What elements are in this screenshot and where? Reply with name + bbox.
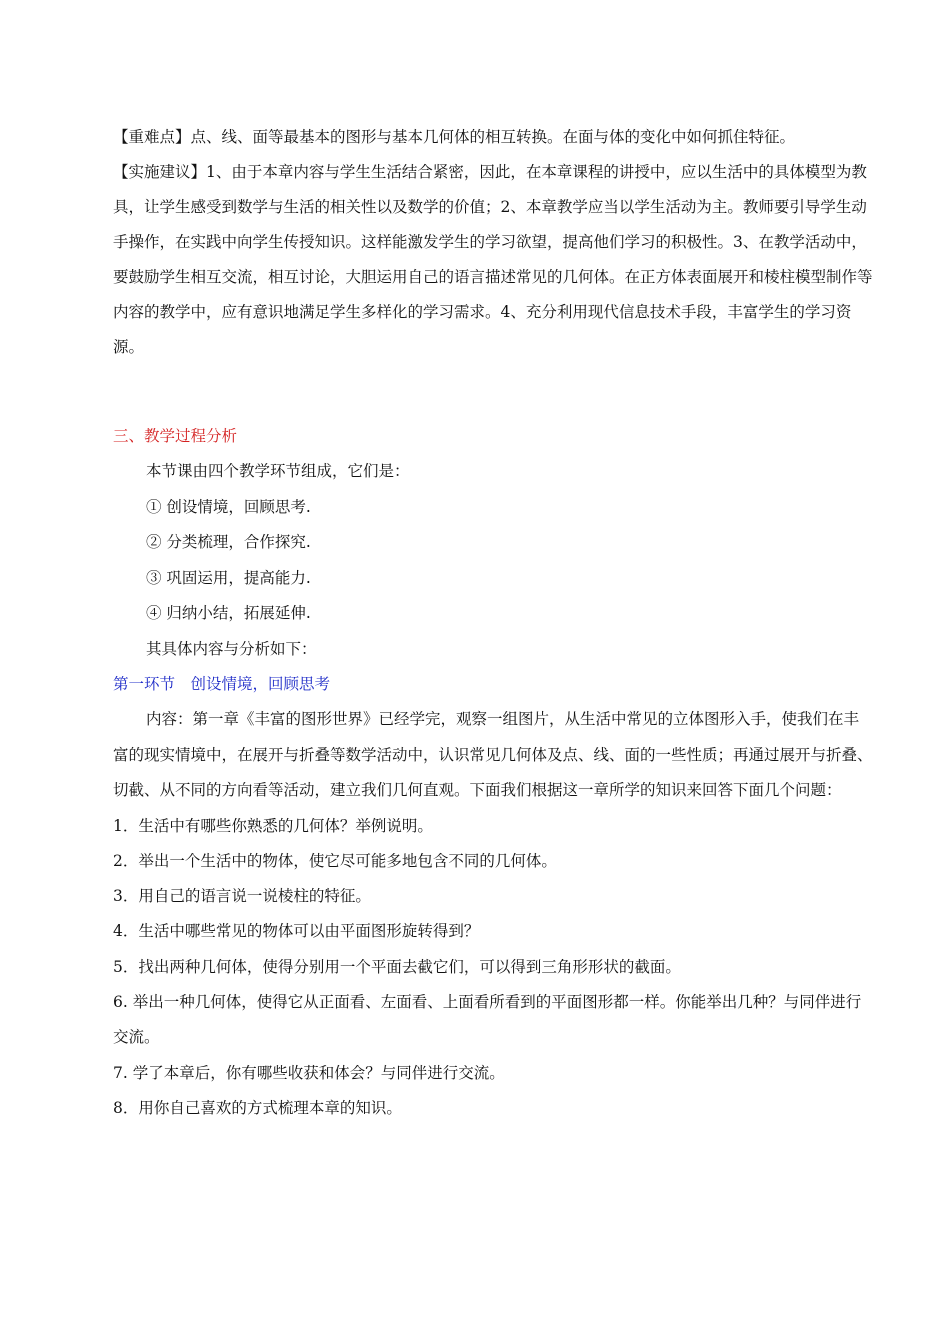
question-item: 6. 举出一种几何体，使得它从正面看、左面看、上面看所看到的平面图形都一样。你能举出几种？与同伴进行交流。 [113, 992, 862, 1047]
question-item: 4．生活中哪些常见的物体可以由平面图形旋转得到？ [113, 922, 480, 941]
question-item: 7. 学了本章后，你有哪些收获和体会？与同伴进行交流。 [113, 1063, 505, 1082]
question-item: 8．用你自己喜欢的方式梳理本章的知识。 [113, 1098, 402, 1117]
stage-one-content: 内容：第一章《丰富的图形世界》已经学完，观察一组图片，从生活中常见的立体图形入手，使我们在丰富的现实情境中，在展开与折叠等数学活动中，认识常见几何体及点、线、面的一些性质；再通过展开与折叠、切截、从不同的方向看等活动，建立我们几何直观。下面我们根据这一章所学的知识来回答下面几个问题： [113, 710, 873, 799]
teaching-steps-intro-block [113, 454, 873, 667]
question-item: 1．生活中有哪些你熟悉的几何体？举例说明。 [113, 816, 433, 835]
step-item: ② 分类梳理，合作探究. [146, 533, 311, 551]
question-list [113, 809, 873, 1127]
document-body [113, 120, 873, 1126]
key-points-paragraph: 【重难点】点、线、面等最基本的图形与基本几何体的相互转换。在面与体的变化中如何抓住特征。 [113, 128, 796, 146]
implementation-suggestions-paragraph: 【实施建议】1、由于本章内容与学生生活结合紧密，因此，在本章课程的讲授中，应以生活中的具体模型为教具，让学生感受到数学与生活的相关性以及数学的价值；2、本章教学应当以学生活动为主。教师要引导学生动手操作，在实践中向学生传授知识。这样能激发学生的学习欲望，提高他们学习的积极性。3、在教学活动中，要鼓励学生相互交流，相互讨论，大胆运用自己的语言描述常见的几何体。在正方体表面展开和棱柱模型制作等内容的教学中，应有意识地满足学生多样化的学习需求。4、充分利用现代信息技术手段，丰富学生的学习资源。 [113, 163, 873, 356]
step-item: ① 创设情境，回顾思考. [146, 497, 311, 516]
question-item: 3．用自己的语言说一说棱柱的特征。 [113, 887, 371, 906]
stage-one-title: 第一环节 创设情境，回顾思考 [113, 675, 331, 693]
steps-intro: 本节课由四个教学环节组成，它们是： [146, 462, 410, 480]
details-intro: 其具体内容与分析如下： [146, 639, 317, 658]
step-item: ④ 归纳小结，拓展延伸. [146, 604, 311, 622]
section-title: 三、教学过程分析 [113, 427, 238, 445]
step-item: ③ 巩固运用，提高能力. [146, 568, 311, 587]
question-item: 5．找出两种几何体，使得分别用一个平面去截它们，可以得到三角形形状的截面。 [113, 957, 681, 976]
question-item: 2．举出一个生活中的物体，使它尽可能多地包含不同的几何体。 [113, 851, 557, 870]
